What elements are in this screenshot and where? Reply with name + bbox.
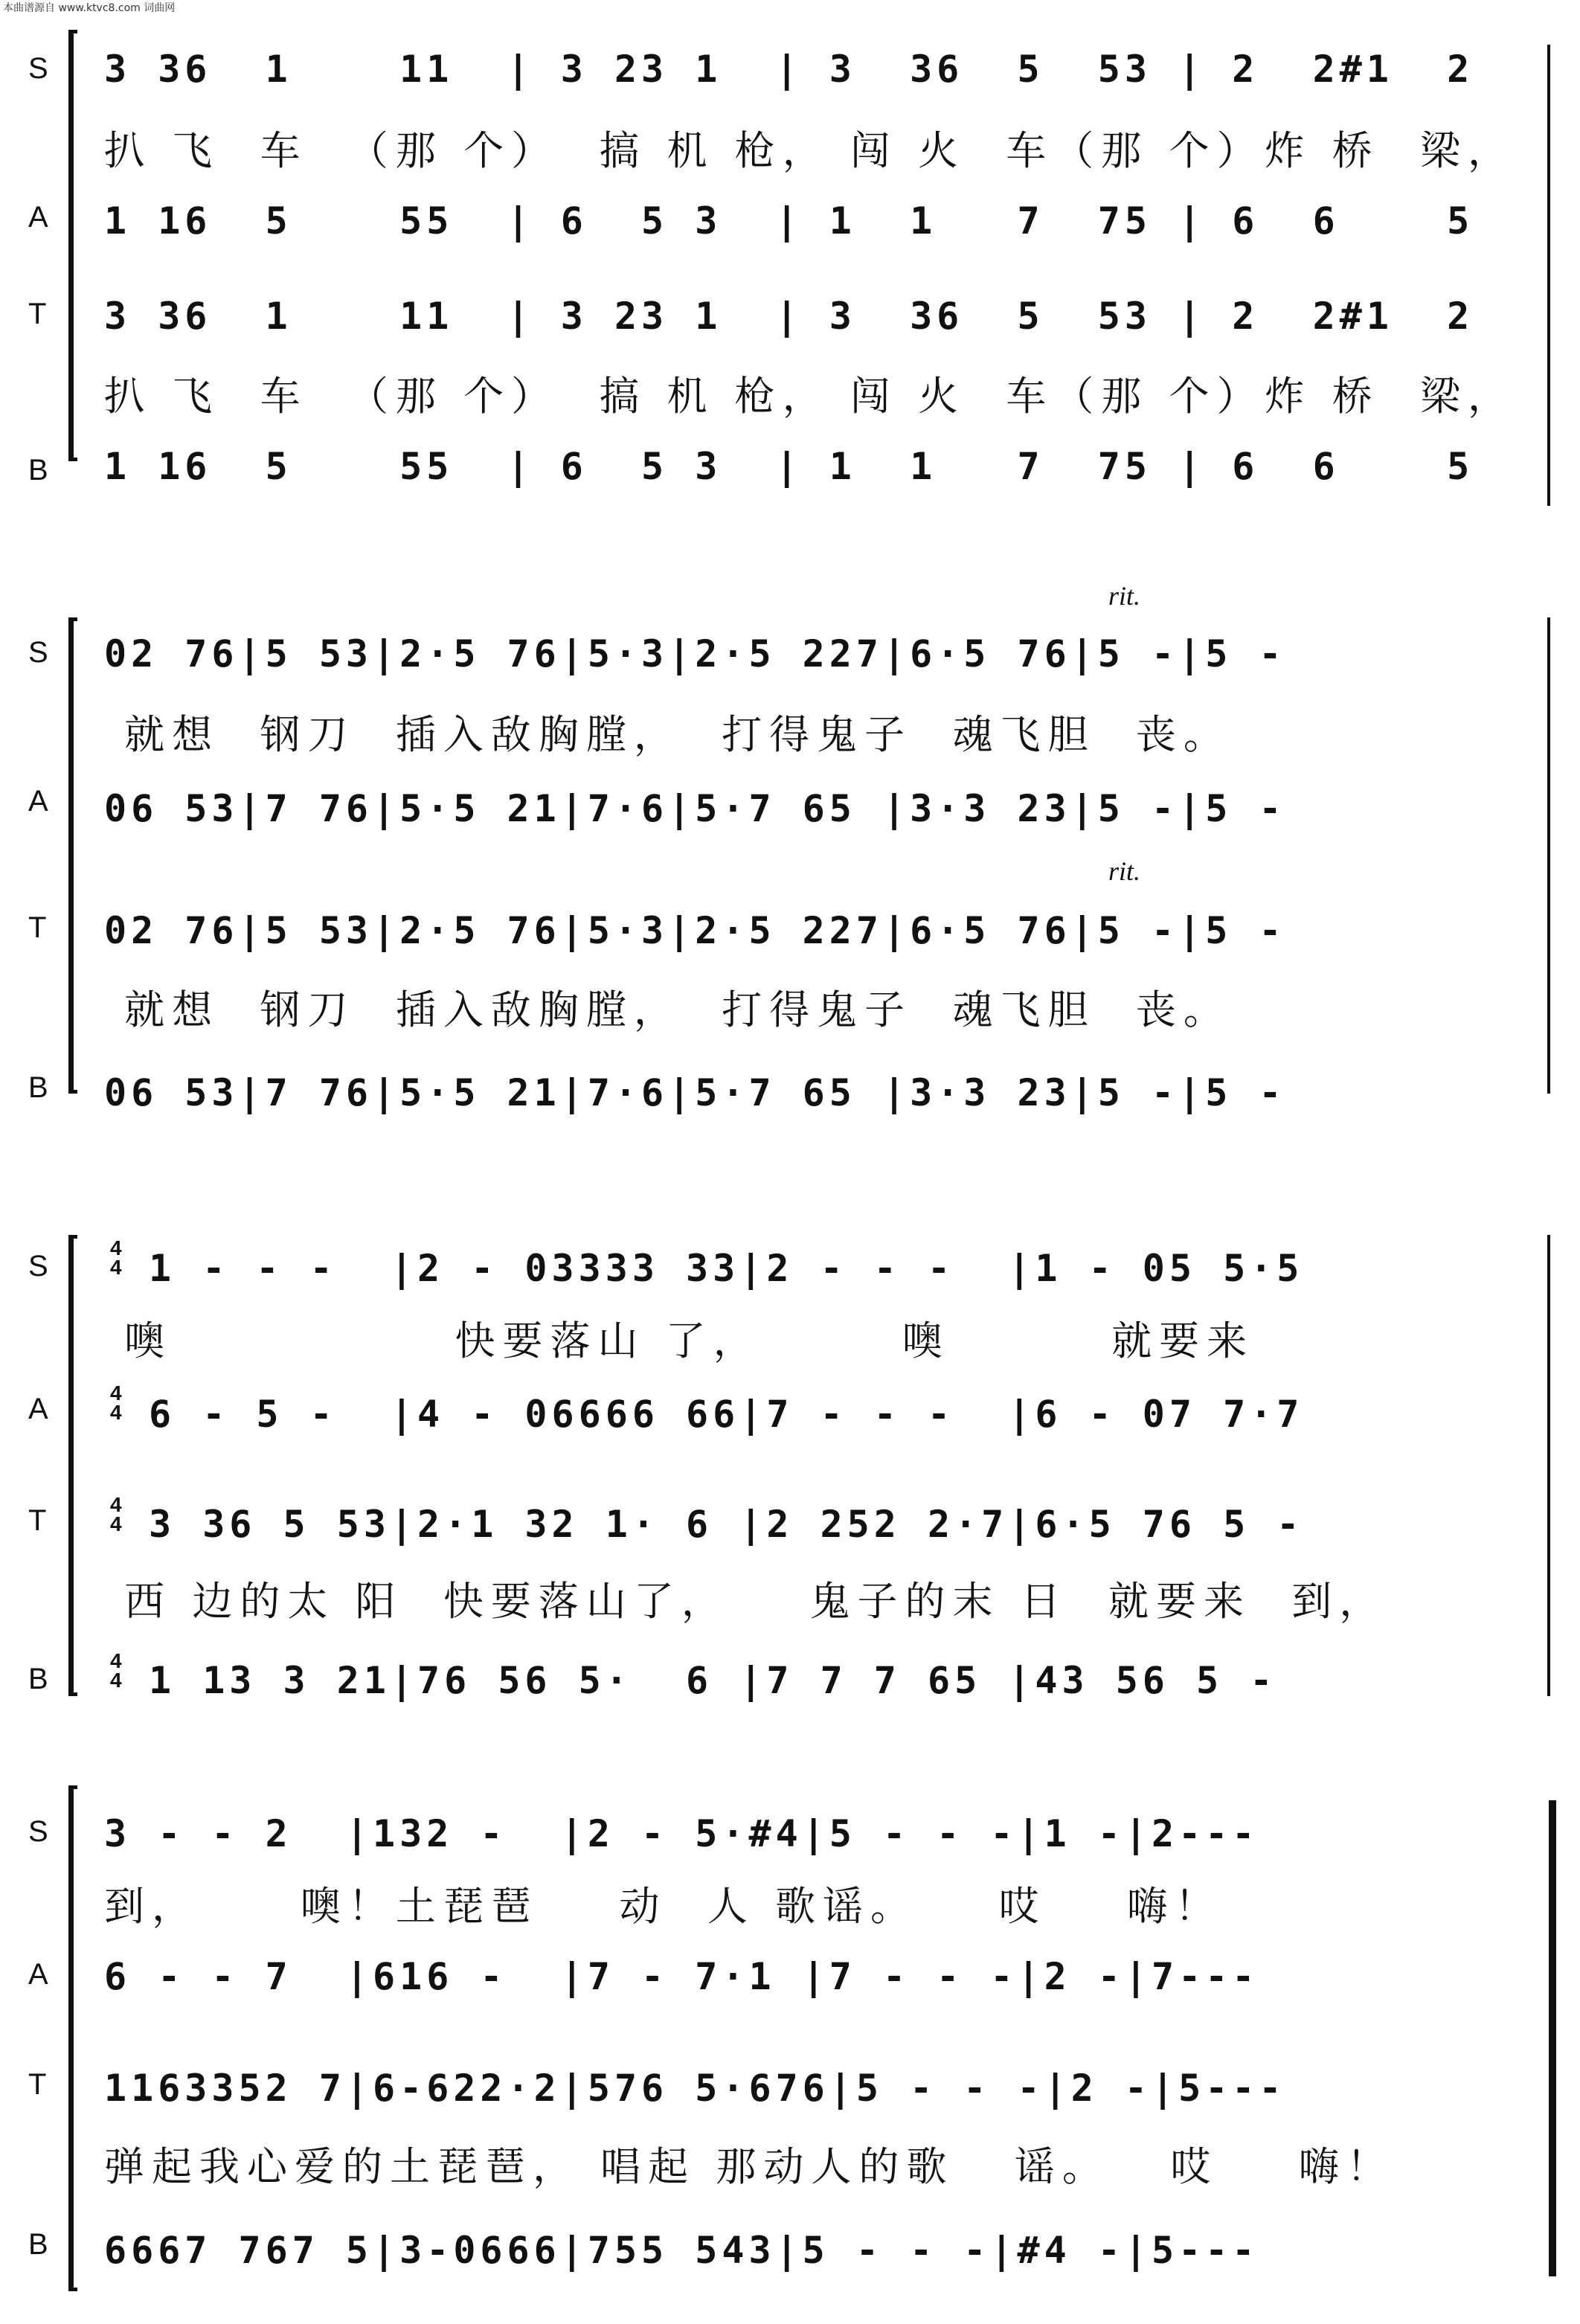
bass-notes: 1 16 5 55 | 6 5 3 | 1 1 7 75 | 6 6 5 (104, 445, 1474, 488)
voice-label-a: A (28, 201, 48, 234)
voice-label-t: T (28, 2068, 47, 2101)
voice-label-s: S (28, 52, 48, 85)
bass-notes: 1 13 3 21|76 56 5· 6 |7 7 7 65 |43 56 5 - (149, 1659, 1277, 1702)
final-barline (1549, 1800, 1556, 2276)
voice-label-a: A (28, 1958, 48, 1991)
soprano-notes: 3 - - 2 |132 - |2 - 5·#4|5 - - -|1 -|2--- (104, 1812, 1259, 1855)
system-brace (68, 30, 77, 461)
tenor-lyric: 西 边的太 阳 快要落山了， 鬼子的末 日 就要来 到， (104, 1578, 1387, 1625)
tenor-lyric: 扒 飞 车 （那 个） 搞 机 枪， 闯 火 车（那 个）炸 桥 梁， (104, 373, 1515, 420)
soprano-notes: 02 76|5 53|2·5 76|5·3|2·5 227|6·5 76|5 -|5 - (104, 632, 1286, 675)
voice-label-a: A (28, 785, 48, 818)
soprano-lyric: 扒 飞 车 （那 个） 搞 机 枪， 闯 火 车（那 个）炸 桥 梁， (104, 127, 1515, 174)
soprano-lyric: 噢 快要落山 了， 噢 就要来 (104, 1317, 1255, 1364)
time-signature: 4 4 (110, 1649, 122, 1692)
tenor-notes: 02 76|5 53|2·5 76|5·3|2·5 227|6·5 76|5 -|5 - (104, 909, 1286, 952)
barline (1547, 617, 1550, 1094)
system-brace (68, 1235, 77, 1696)
voice-label-t: T (28, 911, 47, 944)
bass-notes: 6667 767 5|3-0666|755 543|5 - - -|#4 -|5--- (104, 2229, 1259, 2272)
alto-notes: 06 53|7 76|5·5 21|7·6|5·7 65 |3·3 23|5 -|5 - (104, 787, 1286, 830)
tenor-notes: 3 36 1 11 | 3 23 1 | 3 36 5 53 | 2 2#1 2 (104, 295, 1474, 338)
soprano-notes: 1 - - - |2 - 03333 33|2 - - - |1 - 05 5·5 (149, 1247, 1304, 1290)
soprano-notes: 3 36 1 11 | 3 23 1 | 3 36 5 53 | 2 2#1 2 (104, 48, 1474, 91)
alto-notes: 6 - 5 - |4 - 06666 66|7 - - - |6 - 07 7·7 (149, 1393, 1304, 1436)
voice-label-t: T (28, 1504, 47, 1537)
voice-label-b: B (28, 1071, 48, 1104)
system-brace (68, 617, 77, 1094)
barline (1547, 45, 1550, 506)
barline (1547, 1235, 1550, 1696)
source-header: 本曲谱源自 www.ktvc8.com 词曲网 (3, 2, 176, 14)
voice-label-t: T (28, 298, 47, 330)
voice-label-s: S (28, 1815, 48, 1848)
tenor-lyric: 就想 钢刀 插入敌胸膛， 打得鬼子 魂飞胆 丧。 (104, 986, 1231, 1033)
tenor-notes: 3 36 5 53|2·1 32 1· 6 |2 252 2·7|6·5 76 5 - (149, 1503, 1304, 1546)
tenor-lyric: 弹起我心爱的土琵琶， 唱起 那动人的歌 谣。 哎 嗨！ (104, 2143, 1394, 2190)
system-brace (68, 1785, 77, 2291)
voice-label-a: A (28, 1393, 48, 1425)
tenor-notes: 1163352 7|6-622·2|576 5·676|5 - - -|2 -|5--- (104, 2067, 1286, 2110)
voice-label-b: B (28, 2228, 48, 2261)
voice-label-s: S (28, 1250, 48, 1283)
time-signature: 4 4 (110, 1381, 122, 1424)
rit-marking: rit. (1108, 856, 1141, 886)
voice-label-s: S (28, 636, 48, 669)
soprano-lyric: 到， 噢！土琵琶 动 人 歌谣。 哎 嗨！ (104, 1883, 1223, 1930)
bass-notes: 06 53|7 76|5·5 21|7·6|5·7 65 |3·3 23|5 -|5 - (104, 1071, 1286, 1114)
rit-marking: rit. (1108, 581, 1141, 611)
soprano-lyric: 就想 钢刀 插入敌胸膛， 打得鬼子 魂飞胆 丧。 (104, 711, 1231, 758)
alto-notes: 6 - - 7 |616 - |7 - 7·1 |7 - - -|2 -|7--- (104, 1955, 1259, 1998)
voice-label-b: B (28, 454, 48, 487)
time-signature: 4 4 (110, 1493, 122, 1535)
time-signature: 4 4 (110, 1236, 122, 1279)
alto-notes: 1 16 5 55 | 6 5 3 | 1 1 7 75 | 6 6 5 (104, 199, 1474, 243)
voice-label-b: B (28, 1663, 48, 1695)
